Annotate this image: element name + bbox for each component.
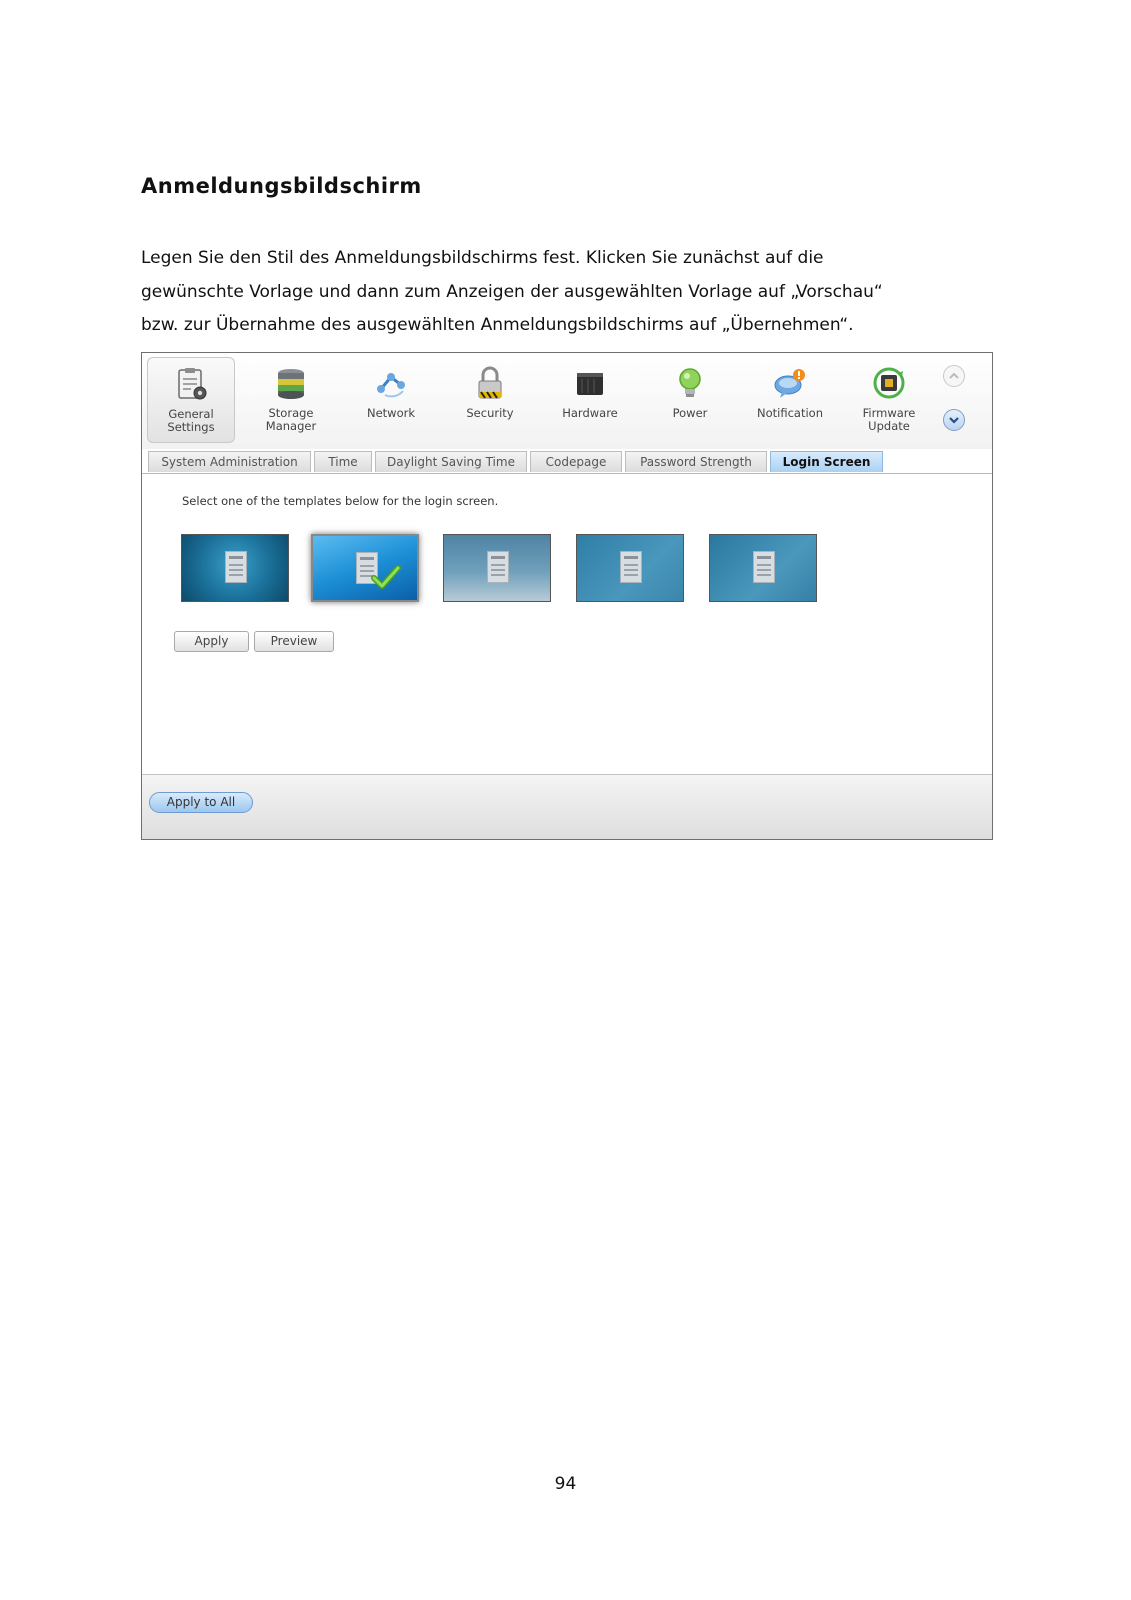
toolbar-item-power[interactable] (646, 357, 734, 443)
checkmark-icon (371, 564, 401, 590)
paragraph-line-2: gewünschte Vorlage und dann zum Anzeigen der ausgewählten Vorlage auf „Vorschau“ (141, 281, 883, 302)
toolbar-label: General Settings (167, 407, 215, 434)
toolbar-label: Hardware (562, 406, 618, 420)
toolbar-item-storage-manager[interactable] (247, 357, 335, 443)
toolbar-item-hardware[interactable] (546, 357, 634, 443)
scroll-down-button[interactable] (943, 409, 965, 431)
toolbar-item-network[interactable] (347, 357, 435, 443)
paragraph-line-3: bzw. zur Übernahme des ausgewählten Anmeldungsbildschirms auf „Übernehmen“. (141, 315, 854, 335)
login-card-preview (620, 551, 642, 583)
lightbulb-icon (672, 365, 708, 401)
toolbar-label: Power (672, 406, 708, 420)
body-paragraph (141, 242, 1001, 343)
login-screen-panel (142, 474, 992, 774)
settings-screenshot (141, 352, 993, 840)
login-template-thumbnail[interactable] (576, 534, 684, 602)
settings-footer (142, 774, 992, 840)
tab-system-administration[interactable]: System Administration (148, 451, 311, 472)
toolbar-item-general-settings[interactable] (147, 357, 235, 443)
firmware-chip-icon (871, 365, 907, 401)
scroll-up-button[interactable] (943, 365, 965, 387)
hardware-icon (572, 365, 608, 401)
toolbar-label: Network (366, 406, 416, 420)
login-template-thumbnail[interactable] (443, 534, 551, 602)
apply-to-all-button[interactable]: Apply to All (149, 792, 253, 813)
tab-password-strength[interactable]: Password Strength (625, 451, 767, 472)
tab-login-screen[interactable]: Login Screen (770, 451, 883, 472)
apply-button[interactable]: Apply (174, 631, 249, 652)
chevron-down-icon (948, 415, 960, 425)
login-template-thumbnail-selected[interactable] (311, 534, 419, 602)
login-card-preview (225, 551, 247, 583)
control-panel-toolbar (142, 353, 992, 449)
login-card-preview (753, 551, 775, 583)
settings-tabs (142, 449, 992, 474)
toolbar-item-notification[interactable] (746, 357, 834, 443)
login-template-thumbnail[interactable] (181, 534, 289, 602)
login-template-thumbnail[interactable] (709, 534, 817, 602)
toolbar-item-firmware-update[interactable] (845, 357, 933, 443)
toolbar-label: Security (466, 406, 514, 420)
page-number: 94 (554, 1474, 577, 1494)
paragraph-line-1: Legen Sie den Stil des Anmeldungsbildschirms fest. Klicken Sie zunächst auf die (141, 248, 824, 268)
section-heading: Anmeldungsbildschirm (141, 174, 422, 198)
toolbar-label: Storage Manager (265, 406, 317, 433)
general-settings-icon (173, 366, 209, 402)
template-prompt: Select one of the templates below for the login screen. (182, 494, 499, 508)
toolbar-item-security[interactable] (446, 357, 534, 443)
toolbar-label: Notification (757, 406, 823, 420)
chevron-up-icon (948, 371, 960, 381)
preview-button[interactable]: Preview (254, 631, 334, 652)
tab-daylight-saving-time[interactable]: Daylight Saving Time (375, 451, 527, 472)
storage-manager-icon (273, 365, 309, 401)
notification-icon (772, 365, 808, 401)
network-icon (373, 365, 409, 401)
lock-icon (472, 365, 508, 401)
login-card-preview (487, 551, 509, 583)
toolbar-label: Firmware Update (862, 406, 916, 433)
tab-codepage[interactable]: Codepage (530, 451, 622, 472)
tab-time[interactable]: Time (314, 451, 372, 472)
